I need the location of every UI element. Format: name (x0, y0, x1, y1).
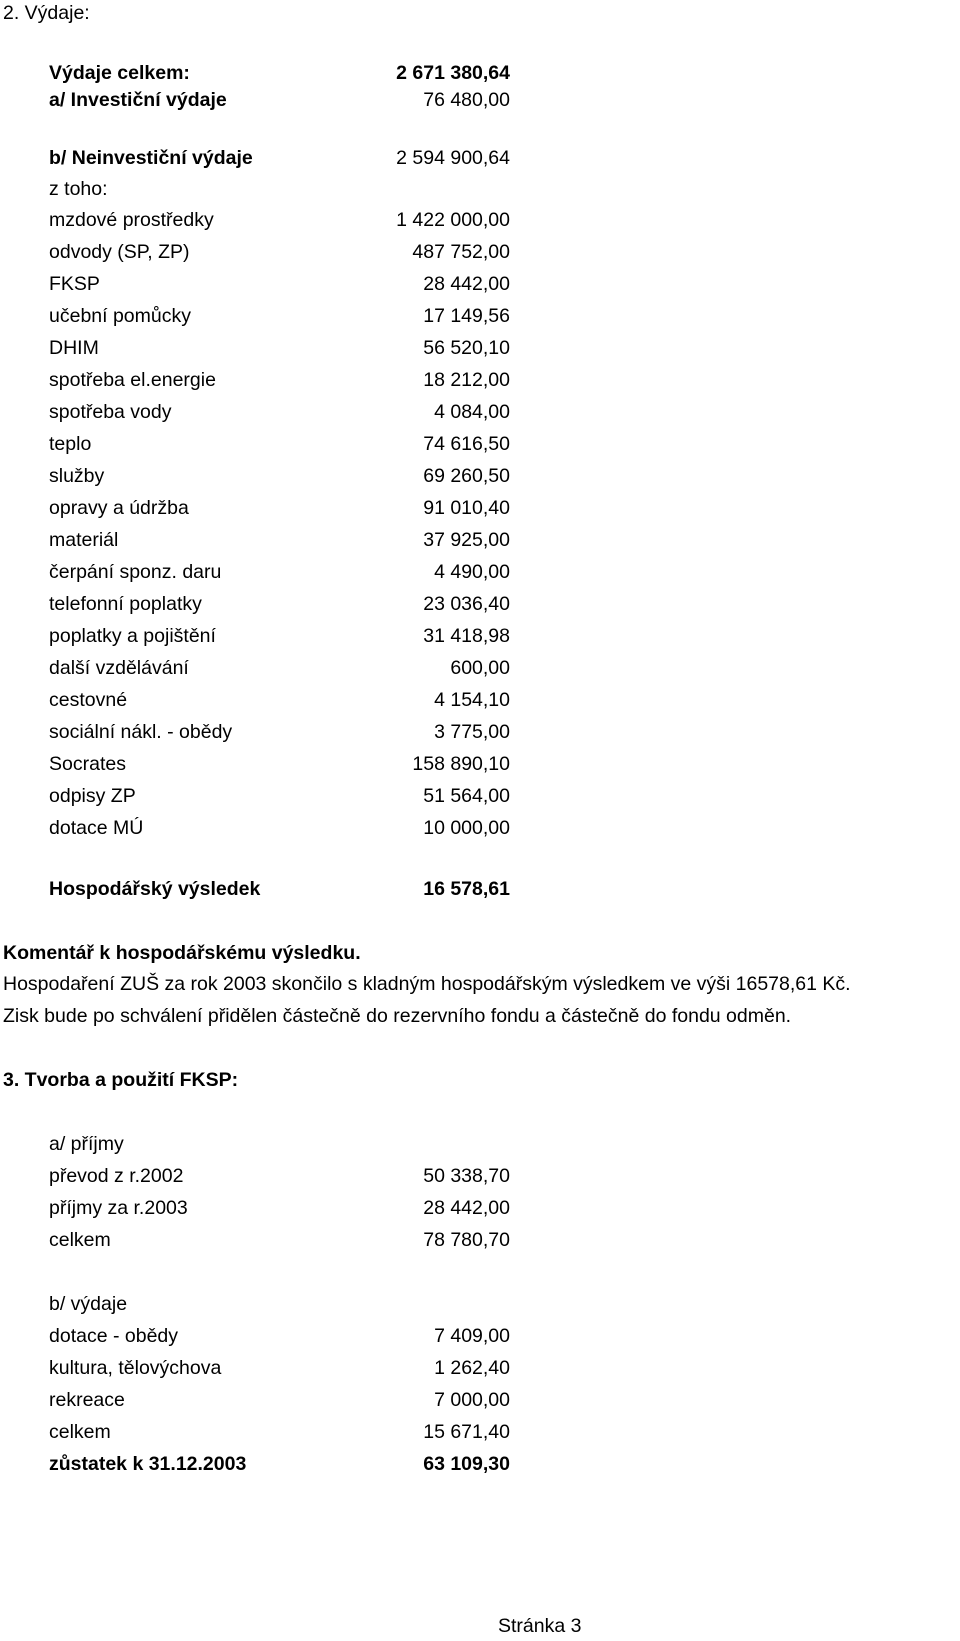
row-label: poplatky a pojištění (49, 625, 216, 647)
row-label: zůstatek k 31.12.2003 (49, 1453, 247, 1475)
row-label: materiál (49, 529, 119, 551)
row-value: 4 154,10 (434, 689, 510, 711)
row-label: odpisy ZP (49, 785, 136, 807)
row-value: 23 036,40 (423, 593, 510, 615)
row-label: Hospodářský výsledek (49, 878, 261, 900)
row-label: služby (49, 465, 105, 487)
row-value: 28 442,00 (423, 273, 510, 295)
table-row (0, 463, 510, 489)
comment-line: Hospodaření ZUŠ za rok 2003 skončilo s kladným hospodářským výsledkem ve výši 16578,61 Kč. (3, 973, 851, 995)
table-row (0, 783, 510, 809)
row-label: převod z r.2002 (49, 1165, 184, 1187)
table-row (0, 559, 510, 585)
row-label: z toho: (49, 178, 108, 200)
row-value: 69 260,50 (423, 465, 510, 487)
row-label: celkem (49, 1421, 111, 1443)
row-label: čerpání sponz. daru (49, 561, 222, 583)
row-label: kultura, tělovýchova (49, 1357, 222, 1379)
row-value: 51 564,00 (423, 785, 510, 807)
table-row (0, 367, 510, 393)
row-label: učební pomůcky (49, 305, 191, 327)
table-row (0, 1227, 510, 1253)
row-label: Socrates (49, 753, 126, 775)
row-value: 2 671 380,64 (396, 62, 510, 84)
row-value: 74 616,50 (423, 433, 510, 455)
row-value: 4 490,00 (434, 561, 510, 583)
row-value: 17 149,56 (423, 305, 510, 327)
row-value: 16 578,61 (423, 878, 510, 900)
row-label: sociální nákl. - obědy (49, 721, 233, 743)
row-value: 2 594 900,64 (396, 147, 510, 169)
row-of-which (0, 176, 510, 202)
table-row (0, 815, 510, 841)
row-label: teplo (49, 433, 92, 455)
row-value: 10 000,00 (423, 817, 510, 839)
row-noninvestment-expenses (0, 145, 510, 171)
row-label: dotace - obědy (49, 1325, 179, 1347)
row-label: rekreace (49, 1389, 125, 1411)
row-value: 76 480,00 (423, 89, 510, 111)
table-row (0, 271, 510, 297)
table-row (0, 1163, 510, 1189)
row-label: a/ příjmy (49, 1133, 124, 1155)
row-label: Výdaje celkem: (49, 62, 190, 84)
section-3-heading: 3. Tvorba a použití FKSP: (3, 1069, 239, 1091)
row-value: 7 000,00 (434, 1389, 510, 1411)
row-total-expenses (0, 60, 510, 86)
row-label: b/ Neinvestiční výdaje (49, 147, 253, 169)
row-value: 31 418,98 (423, 625, 510, 647)
row-value: 15 671,40 (423, 1421, 510, 1443)
row-label: spotřeba vody (49, 401, 172, 423)
row-value: 3 775,00 (434, 721, 510, 743)
subheading-income (0, 1131, 510, 1157)
row-label: b/ výdaje (49, 1293, 128, 1315)
row-label: mzdové prostředky (49, 209, 214, 231)
row-value: 487 752,00 (412, 241, 510, 263)
row-label: opravy a údržba (49, 497, 189, 519)
row-value: 63 109,30 (423, 1453, 510, 1475)
row-value: 600,00 (450, 657, 510, 679)
row-label: dotace MÚ (49, 817, 144, 839)
row-value: 37 925,00 (423, 529, 510, 551)
table-row (0, 1419, 510, 1445)
row-label: FKSP (49, 273, 100, 295)
row-value: 56 520,10 (423, 337, 510, 359)
row-label: odvody (SP, ZP) (49, 241, 190, 263)
row-value: 1 262,40 (434, 1357, 510, 1379)
comment-title: Komentář k hospodářskému výsledku. (3, 942, 361, 964)
row-label: celkem (49, 1229, 111, 1251)
table-row (0, 207, 510, 233)
row-label: spotřeba el.energie (49, 369, 216, 391)
table-row (0, 591, 510, 617)
row-label: cestovné (49, 689, 128, 711)
table-row (0, 687, 510, 713)
row-balance (0, 1451, 510, 1477)
table-row (0, 1387, 510, 1413)
row-value: 158 890,10 (412, 753, 510, 775)
row-label: DHIM (49, 337, 99, 359)
table-row (0, 655, 510, 681)
row-investment-expenses (0, 87, 510, 113)
table-row (0, 719, 510, 745)
row-label: telefonní poplatky (49, 593, 202, 615)
row-value: 28 442,00 (423, 1197, 510, 1219)
row-value: 7 409,00 (434, 1325, 510, 1347)
table-row (0, 335, 510, 361)
table-row (0, 431, 510, 457)
table-row (0, 495, 510, 521)
row-value: 18 212,00 (423, 369, 510, 391)
subheading-expenses (0, 1291, 510, 1317)
table-row (0, 303, 510, 329)
table-row (0, 1355, 510, 1381)
comment-line: Zisk bude po schválení přidělen částečně do rezervního fondu a částečně do fondu odměn. (3, 1005, 792, 1027)
page-number: Stránka 3 (498, 1615, 582, 1637)
row-value: 91 010,40 (423, 497, 510, 519)
row-label: příjmy za r.2003 (49, 1197, 188, 1219)
table-row (0, 751, 510, 777)
row-value: 4 084,00 (434, 401, 510, 423)
table-row (0, 239, 510, 265)
row-economic-result (0, 876, 510, 902)
table-row (0, 527, 510, 553)
table-row (0, 1323, 510, 1349)
section-2-heading: 2. Výdaje: (3, 2, 90, 24)
row-label: další vzdělávání (49, 657, 189, 679)
table-row (0, 399, 510, 425)
row-value: 78 780,70 (423, 1229, 510, 1251)
row-value: 1 422 000,00 (396, 209, 510, 231)
row-value: 50 338,70 (423, 1165, 510, 1187)
table-row (0, 623, 510, 649)
table-row (0, 1195, 510, 1221)
row-label: a/ Investiční výdaje (49, 89, 227, 111)
